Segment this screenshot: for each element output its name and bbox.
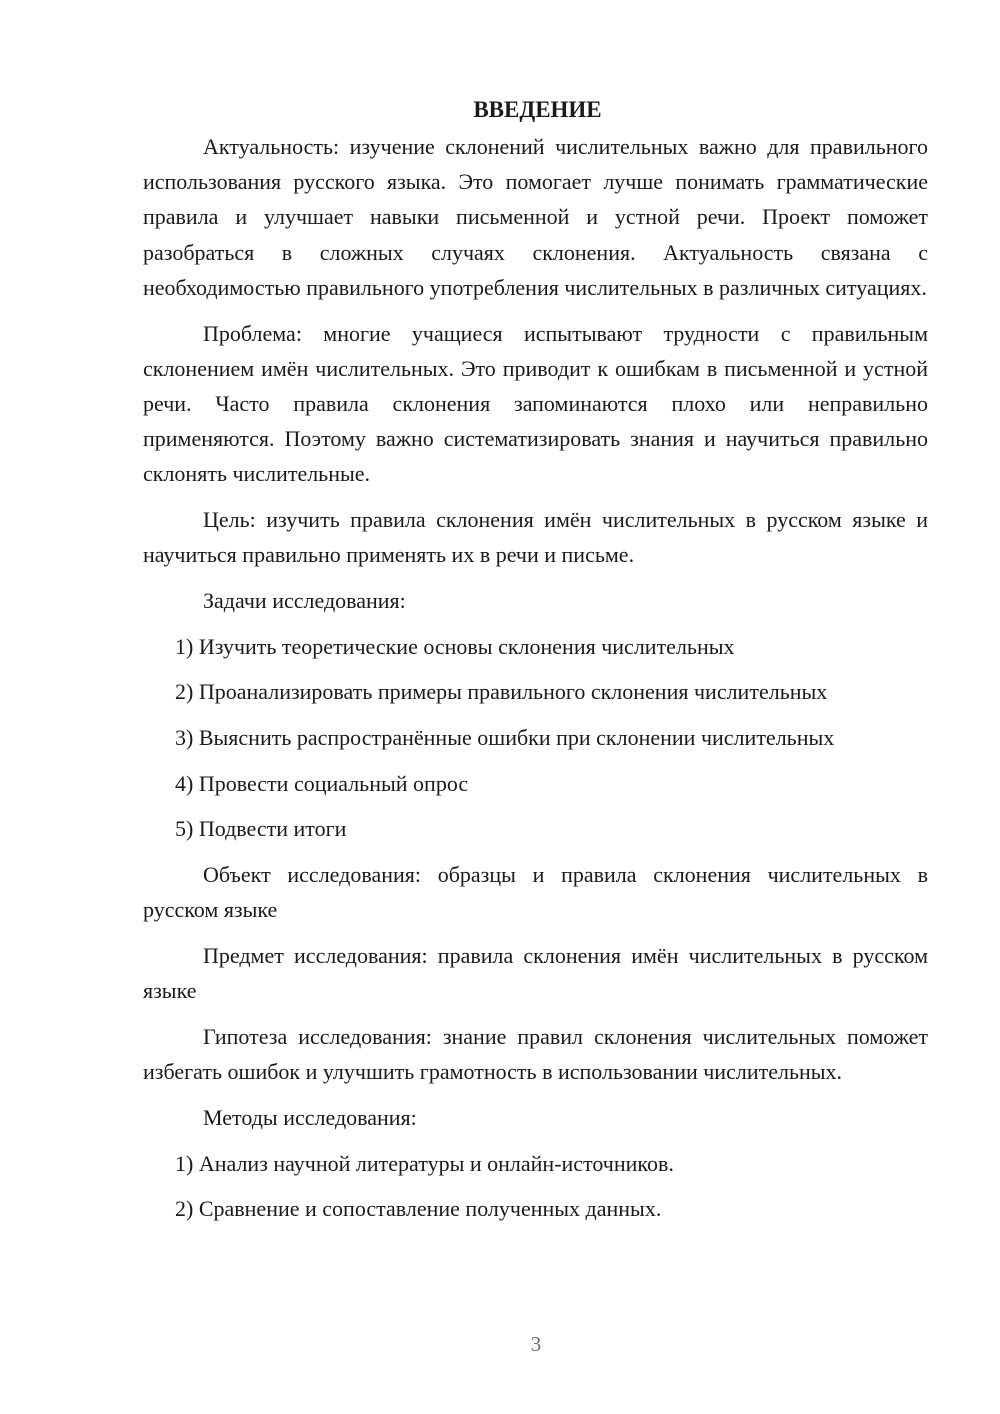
object-paragraph: Объект исследования: образцы и правила склонения числительных в русском языке [143,862,928,923]
hypothesis-paragraph: Гипотеза исследования: знание правил склонения числительных поможет избегать ошибок и улучшить грамотность в использовании числительных. [143,1023,928,1085]
document-page [143,92,928,1237]
method-item: 1) Анализ научной литературы и онлайн-источников. [175,1150,674,1176]
section-title: ВВЕДЕНИЕ [473,97,602,122]
task-item: 5) Подвести итоги [175,816,347,842]
relevance-paragraph: Актуальность: изучение склонений числительных важно для правильного использования русского языка. Это помогает лучше понимать грамматические правила и улучшает навыки письменной и устной речи. Проект поможет разобраться в сложных случаях склонения. Актуальность связана с необходимостью правильного употребления числительных в различных ситуациях. [143,134,928,300]
problem-paragraph: Проблема: многие учащиеся испытывают трудности с правильным склонением имён числительных. Это приводит к ошибкам в письменной и устной речи. Часто правила склонения запоминаются плохо или неправильно применяются. Поэтому важно систематизировать знания и научиться правильно склонять числительные. [143,320,928,487]
page-number: 3 [530,1332,542,1356]
goal-paragraph: Цель: изучить правила склонения имён числительных в русском языке и научиться правильно применять их в речи и письме. [143,507,928,568]
subject-paragraph: Предмет исследования: правила склонения имён числительных в русском языке [143,943,928,1004]
methods-heading: Методы исследования: [203,1104,417,1130]
task-item: 4) Провести социальный опрос [175,770,469,796]
tasks-heading: Задачи исследования: [203,587,406,613]
task-item: 2) Проанализировать примеры правильного склонения числительных [175,679,828,705]
task-item: 3) Выяснить распространённые ошибки при склонении числительных [175,725,835,751]
task-item: 1) Изучить теоретические основы склонения числительных [175,633,735,659]
method-item: 2) Сравнение и сопоставление полученных данных. [175,1196,662,1222]
